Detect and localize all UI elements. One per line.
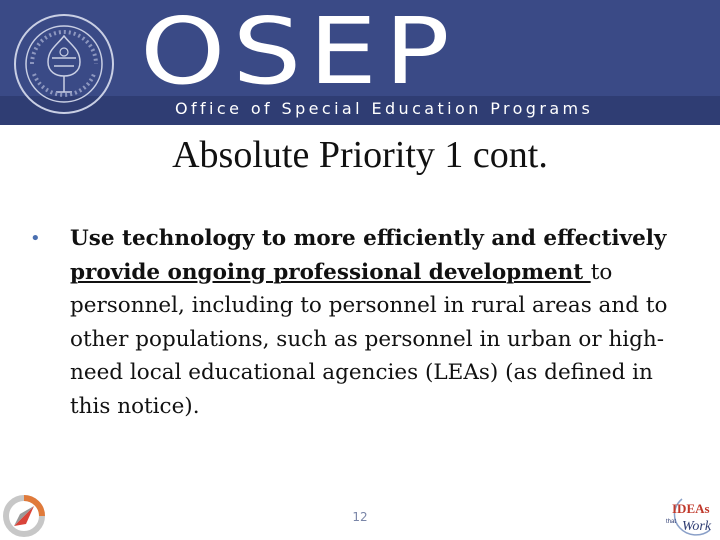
bullet-text-bold: Use technology to more efficiently and effectively [70, 226, 667, 251]
page-number: 12 [352, 510, 368, 524]
logo-line2: that [666, 519, 677, 525]
bullet-text-regular: to personnel, including to personnel in rural areas and to other populations, such as personnel in urban or high-need local educational agencies (LEAs) (as defined in this notice). [70, 259, 668, 419]
banner-subtitle: Office of Special Education Programs [175, 99, 594, 118]
slide-title: Absolute Priority 1 cont. [172, 134, 548, 176]
compass-icon [2, 494, 46, 538]
bullet-item [30, 222, 690, 423]
osep-logo-text: OSEP [140, 0, 457, 105]
seal-icon [12, 12, 116, 116]
bullet-text [70, 222, 690, 423]
bullet-text-bold-underlined: provide ongoing professional development [70, 259, 591, 285]
logo-line3: Work [682, 519, 712, 534]
bullet-icon: • [30, 228, 41, 249]
header-banner [0, 0, 720, 125]
ideas-that-work-logo [652, 496, 720, 538]
logo-line1: IDEAs [672, 501, 710, 516]
